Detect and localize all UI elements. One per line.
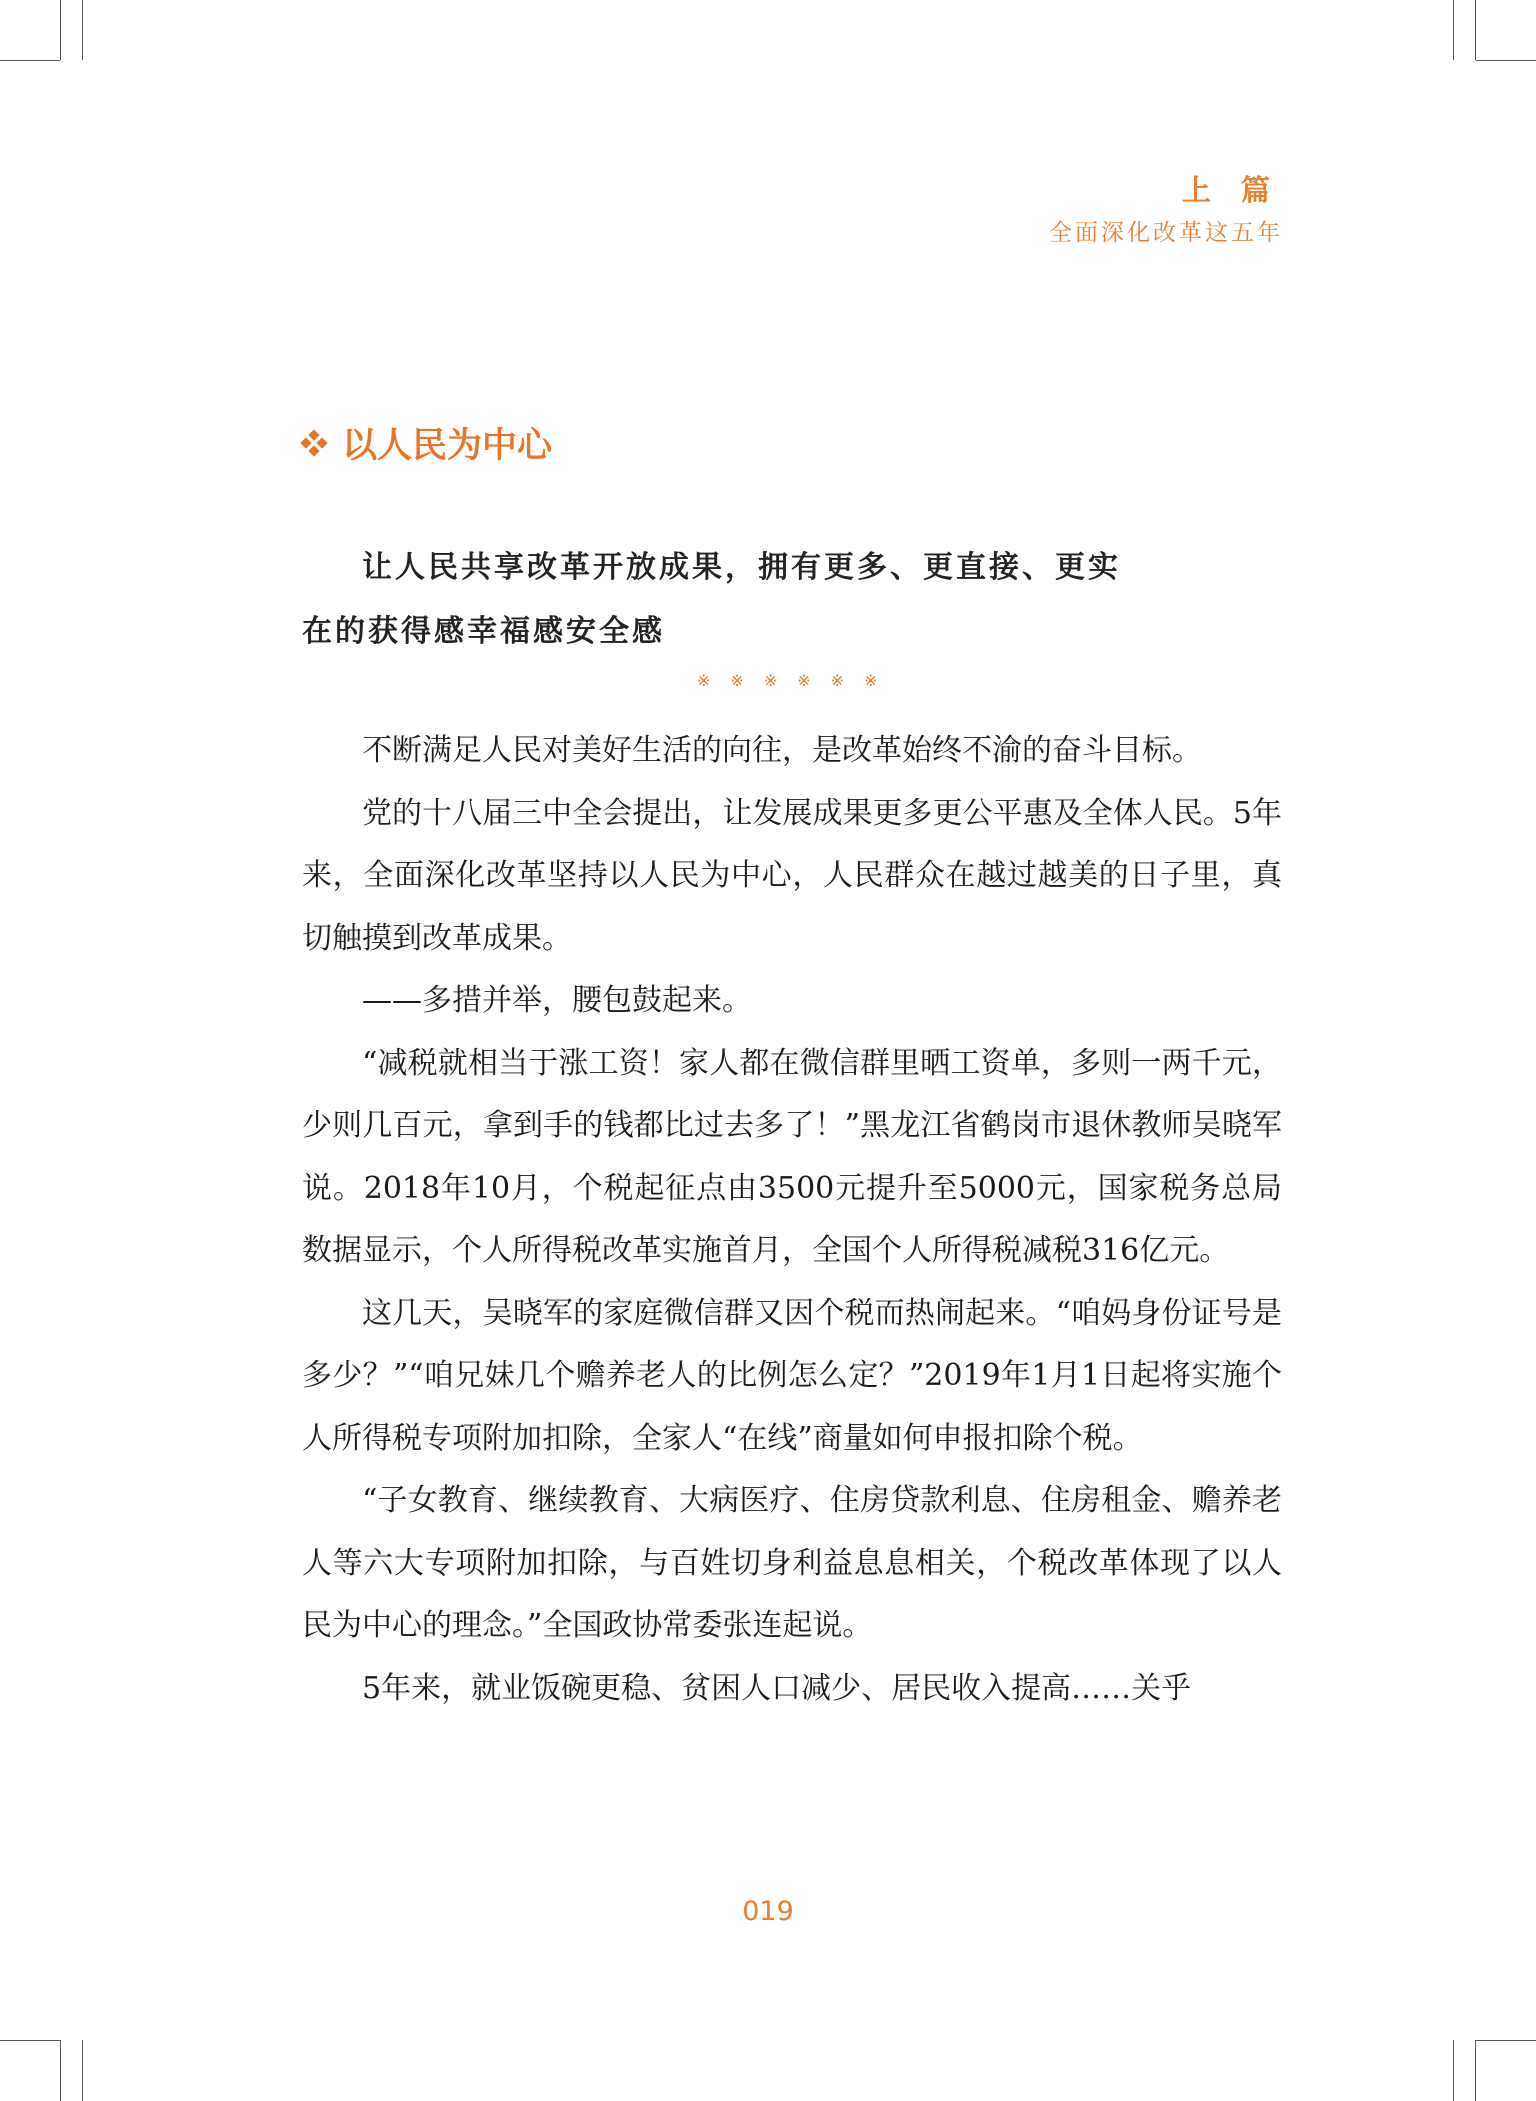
lead-line-2: 在的获得感幸福感安全感: [302, 614, 665, 649]
lead-quote: [302, 536, 1252, 664]
body-text: [302, 720, 1282, 1720]
paragraph: “子女教育、继续教育、大病医疗、住房贷款利息、住房租金、赡养老人等六大专项附加扣除，与百姓切身利益息息相关，个税改革体现了以人民为中心的理念。”全国政协常委张连起说。: [302, 1483, 1282, 1643]
running-header-part: 上 篇: [1181, 173, 1280, 207]
paragraph: 这几天，吴晓军的家庭微信群又因个税而热闹起来。“咱妈身份证号是多少？”“咱兄妹几个赡养老人的比例怎么定？”2019年1月1日起将实施个人所得税专项附加扣除，全家人“在线”商量如何申报扣除个税。: [302, 1295, 1282, 1456]
section-heading: [302, 418, 552, 468]
paragraph: 不断满足人民对美好生活的向往，是改革始终不渝的奋斗目标。: [362, 733, 1202, 768]
running-header-subtitle: 全面深化改革这五年: [1049, 220, 1283, 246]
page-number: 019: [742, 1896, 794, 1927]
lead-line-1: 让人民共享改革开放成果，拥有更多、更直接、更实: [362, 550, 1121, 585]
section-title: 以人民为中心: [342, 426, 553, 466]
ornament-divider: ※※※※※※: [697, 671, 898, 690]
paragraph: ——多措并举，腰包鼓起来。: [362, 983, 752, 1018]
paragraph: 5年来，就业饭碗更稳、贫困人口减少、居民收入提高……关乎: [362, 1670, 1192, 1706]
diamond-cluster-icon: [302, 431, 326, 455]
paragraph: 党的十八届三中全会提出，让发展成果更多更公平惠及全体人民。5年来，全面深化改革坚持以人民为中心，人民群众在越过越美的日子里，真切触摸到改革成果。: [302, 795, 1282, 956]
paragraph: “减税就相当于涨工资！家人都在微信群里晒工资单，多则一两千元，少则几百元，拿到手的钱都比过去多了！”黑龙江省鹤岗市退休教师吴晓军说。2018年10月，个税起征点由3500元提升至5000元，国家税务总局数据显示，个人所得税改革实施首月，全国个人所得税减税316亿元。: [302, 1045, 1282, 1268]
